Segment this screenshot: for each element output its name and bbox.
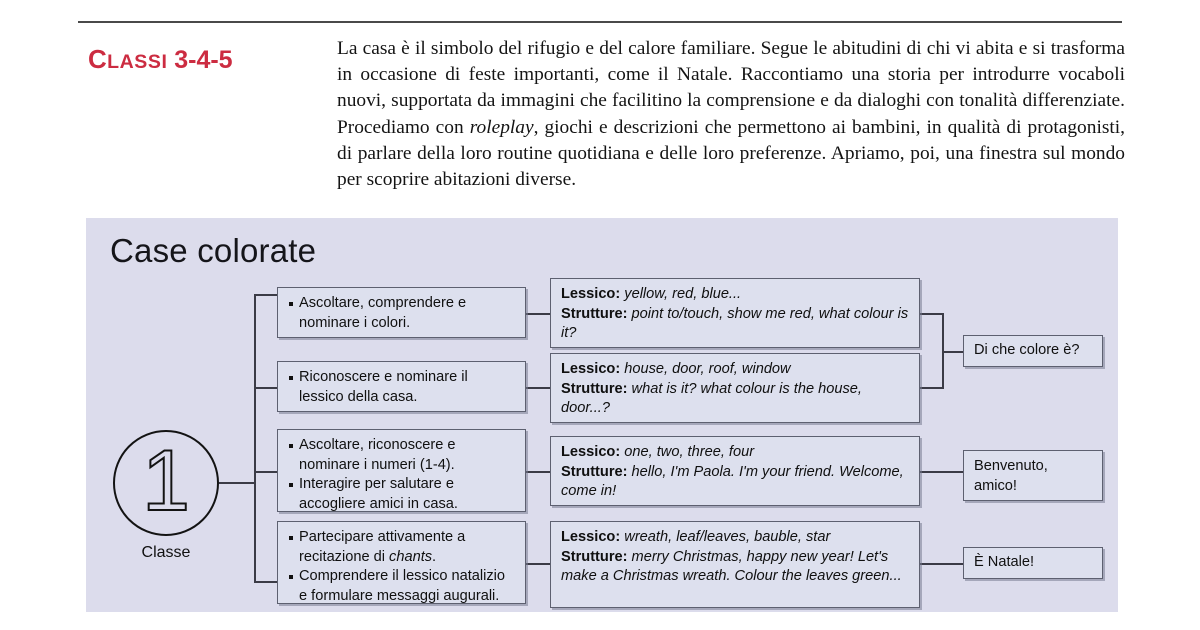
content-4-strutture-row bbox=[561, 548, 910, 587]
class-caption: Classe bbox=[141, 544, 191, 561]
connector-content3-to-outcome2 bbox=[919, 471, 964, 473]
content-4-lessico-label: Lessico: bbox=[561, 529, 621, 545]
content-1-lessico-label: Lessico: bbox=[561, 286, 621, 302]
content-2-strutture-row bbox=[561, 380, 910, 419]
connector-branch-obj-1 bbox=[254, 294, 278, 296]
content-3-strutture-label: Strutture: bbox=[561, 463, 628, 480]
content-box-1[interactable] bbox=[550, 278, 920, 348]
objective-3-line-1: Ascoltare, riconoscere e nominare i numeri (1-4). bbox=[288, 436, 516, 475]
page-title-initial: C bbox=[88, 44, 108, 74]
content-box-4[interactable] bbox=[550, 521, 920, 608]
content-2-lessico-row bbox=[561, 360, 910, 380]
connector-left-trunk bbox=[254, 294, 256, 582]
class-circle-node bbox=[113, 430, 219, 536]
content-3-lessico-label: Lessico: bbox=[561, 444, 621, 460]
connector-obj1-to-content1 bbox=[525, 313, 551, 315]
content-2-strutture-value: what is it? what colour is the house, door...? bbox=[561, 380, 862, 417]
content-1-strutture-row bbox=[561, 305, 910, 344]
content-3-strutture-value: hello, I'm Paola. I'm your friend. Welcome, come in! bbox=[561, 463, 904, 500]
intro-paragraph-part2: , giochi e descrizioni che permettono ai bambini, in qualità di protagonisti, di parlare della loro routine quotidiana e delle loro preferenze. Apriamo, poi, una finestra sul mondo per scoprire abitazioni diverse. bbox=[337, 116, 1125, 191]
content-1-lessico-row bbox=[561, 285, 910, 305]
content-3-strutture-row bbox=[561, 463, 910, 502]
content-3-lessico-value: one, two, three, four bbox=[624, 444, 755, 460]
connector-obj2-to-content2 bbox=[525, 387, 551, 389]
connector-obj4-to-content4 bbox=[525, 563, 551, 565]
connector-branch-obj-4 bbox=[254, 581, 278, 583]
connector-content4-to-outcome3 bbox=[919, 563, 964, 565]
page-title bbox=[88, 44, 233, 75]
content-box-2[interactable] bbox=[550, 353, 920, 423]
content-2-strutture-label: Strutture: bbox=[561, 380, 628, 397]
content-1-lessico-value: yellow, red, blue... bbox=[624, 286, 742, 302]
outcome-box-3[interactable] bbox=[963, 547, 1103, 579]
connector-content2-stub bbox=[919, 387, 943, 389]
outcome-3-text: È Natale! bbox=[974, 554, 1035, 570]
content-2-lessico-label: Lessico: bbox=[561, 361, 621, 377]
connector-circle-stub bbox=[219, 482, 255, 484]
content-4-lessico-value: wreath, leaf/leaves, bauble, star bbox=[624, 529, 831, 545]
content-4-strutture-value: merry Christmas, happy new year! Let's make a Christmas wreath. Colour the leaves green... bbox=[561, 548, 902, 585]
outcome-2-line-2: amico! bbox=[974, 477, 1017, 494]
header-rule bbox=[78, 21, 1122, 23]
objective-box-2[interactable] bbox=[277, 361, 526, 412]
intro-paragraph-emphasis: roleplay bbox=[469, 116, 534, 138]
objective-box-3[interactable] bbox=[277, 429, 526, 512]
content-1-strutture-value: point to/touch, show me red, what colour is it? bbox=[561, 305, 909, 342]
content-2-lessico-value: house, door, roof, window bbox=[624, 361, 791, 377]
connector-obj3-to-content3 bbox=[525, 471, 551, 473]
connector-content1-stub bbox=[919, 313, 943, 315]
connector-branch-obj-2 bbox=[254, 387, 278, 389]
class-number: 1 bbox=[142, 433, 190, 529]
objective-box-4[interactable] bbox=[277, 521, 526, 604]
content-1-strutture-label: Strutture: bbox=[561, 305, 628, 322]
diagram-title: Case colorate bbox=[110, 232, 317, 269]
objective-3-line-2: Interagire per salutare e accogliere amici in casa. bbox=[288, 475, 516, 514]
objective-4-line-2: Comprendere il lessico natalizio e formulare messaggi augurali. bbox=[288, 567, 516, 606]
objective-4-line-1: Partecipare attivamente a recitazione di chants. bbox=[288, 528, 516, 567]
diagram-panel bbox=[86, 218, 1118, 612]
content-4-lessico-row bbox=[561, 528, 910, 548]
objective-1-line-1: Ascoltare, comprendere e nominare i colori. bbox=[288, 294, 516, 333]
outcome-2-line-1: Benvenuto, bbox=[974, 458, 1048, 474]
objective-box-1[interactable] bbox=[277, 287, 526, 338]
page-title-numbers: 3-4-5 bbox=[174, 46, 233, 74]
outcome-box-1[interactable] bbox=[963, 335, 1103, 367]
outcome-1-text: Di che colore è? bbox=[974, 342, 1080, 358]
content-3-lessico-row bbox=[561, 443, 910, 463]
content-4-strutture-label: Strutture: bbox=[561, 548, 628, 565]
intro-paragraph bbox=[337, 36, 1125, 193]
connector-trunk-to-outcome1 bbox=[942, 351, 964, 353]
objective-2-line-1: Riconoscere e nominare il lessico della casa. bbox=[288, 368, 516, 407]
intro-paragraph-part1: La casa è il simbolo del rifugio e del calore familiare. Segue le abitudini di chi vi abita e si trasforma in occasione di feste importanti, come il Natale. Raccontiamo una storia per introdurre vocaboli nuovi, supportata da immagini che facilitino la comprensione e da dialoghi con tonalità differenziate. Procediamo con bbox=[337, 38, 1125, 138]
page-title-word: LASSI bbox=[107, 51, 168, 73]
content-box-3[interactable] bbox=[550, 436, 920, 506]
connector-branch-obj-3 bbox=[254, 471, 278, 473]
outcome-box-2[interactable] bbox=[963, 450, 1103, 501]
